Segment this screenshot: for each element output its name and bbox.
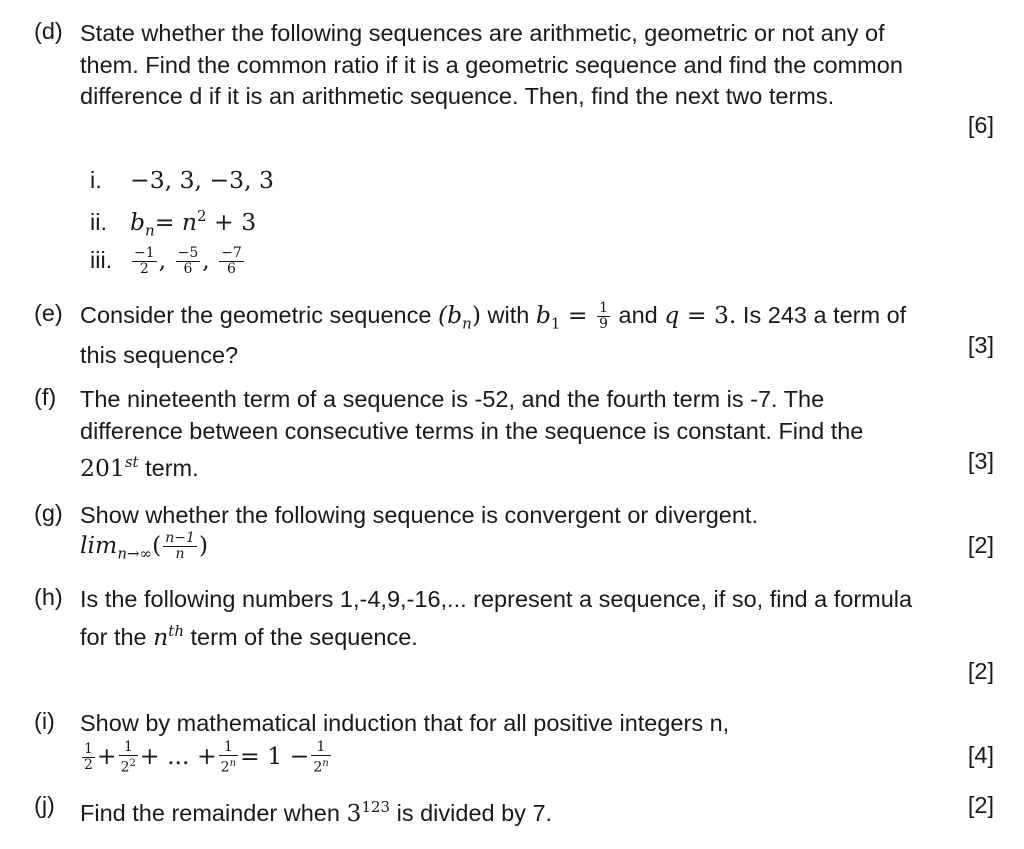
math-expr: +	[96, 741, 117, 770]
math-var: b	[130, 207, 146, 236]
question-i	[34, 708, 994, 775]
denominator-base: 2	[313, 759, 323, 776]
numerator: 1	[119, 740, 138, 756]
math-expr: =	[560, 301, 596, 329]
text: is divided by 7.	[390, 799, 553, 826]
sub-item-label: iii.	[90, 247, 113, 273]
marks: [2]	[967, 532, 994, 558]
math-expr: = 3.	[679, 301, 737, 329]
denominator-base: 2	[220, 759, 230, 776]
question-label: (d)	[34, 18, 63, 44]
math-number: 201	[80, 453, 125, 482]
math-var: (b	[437, 301, 463, 329]
math-expr: (	[152, 530, 162, 559]
fraction	[132, 246, 157, 277]
denominator	[119, 756, 138, 776]
marks: [3]	[967, 448, 994, 474]
denominator	[219, 756, 238, 776]
math-expr: + 3	[206, 207, 257, 236]
text: with	[481, 302, 536, 328]
sub-item-ii	[90, 207, 256, 240]
denominator: 2	[84, 756, 93, 773]
marks: [6]	[967, 112, 994, 138]
sub-item-label: ii.	[90, 208, 107, 235]
denominator	[311, 756, 330, 776]
math-expr: )	[471, 301, 481, 329]
numerator: n−1	[165, 529, 195, 546]
question-text: State whether the following sequences are arithmetic, geometric or not any of them. Find the common ratio if it is a geometric sequence and find the common difference d if it is an arithmetic sequence. Then, find the next two terms.	[80, 20, 903, 109]
math-expr: + ... +	[139, 741, 217, 770]
math-expr: = n	[154, 207, 198, 236]
math-subscript: 1	[550, 314, 561, 333]
question-e	[34, 300, 994, 372]
fraction	[219, 740, 238, 776]
sub-item-iii: iii. $\frac{-1}{2}$ , $\frac{-5}{6}$ , $\frac{-7}{6}$	[90, 245, 242, 278]
question-text: Show by mathematical induction that for all positive integers n,	[80, 710, 730, 736]
math-expr: = 1 −	[240, 741, 310, 770]
fraction	[219, 246, 244, 277]
marks: [2]	[967, 658, 994, 684]
question-g	[34, 500, 994, 570]
text: term.	[138, 454, 199, 481]
math-superscript: th	[168, 621, 184, 640]
denominator: 6	[183, 261, 193, 278]
question-d	[34, 18, 994, 288]
fraction	[119, 740, 138, 776]
math-var: n	[153, 622, 169, 651]
denominator: 6	[227, 261, 236, 278]
denominator-power: n	[229, 757, 237, 769]
marks: [3]	[967, 332, 994, 358]
numerator: 1	[84, 740, 93, 757]
denominator-power: 2	[129, 757, 136, 769]
math-subscript: n	[145, 221, 155, 240]
question-text	[80, 584, 922, 653]
fraction	[597, 301, 610, 332]
sub-item-i	[90, 166, 274, 194]
math-power: 2	[197, 207, 207, 225]
math-var: q	[664, 301, 680, 329]
text: Find the remainder when	[80, 799, 347, 826]
math-superscript: st	[124, 453, 139, 471]
question-h	[34, 584, 994, 684]
question-text	[80, 300, 922, 372]
marks: [4]	[967, 742, 994, 768]
math-expr: )	[198, 530, 209, 559]
numerator: 1	[599, 300, 609, 317]
math-number: 3	[346, 798, 362, 827]
question-j	[34, 792, 994, 829]
numerator: −5	[177, 245, 199, 262]
sub-item-label: i.	[90, 167, 102, 193]
math-expr: lim	[80, 530, 118, 559]
math-var: b	[535, 301, 551, 329]
text: The nineteenth term of a sequence is -52, and the fourth term is -7. The difference between consecutive terms in the sequence is constant. Find the	[80, 386, 864, 444]
question-label: (g)	[34, 500, 63, 526]
numerator: −1	[134, 245, 155, 262]
question-label: (h)	[34, 584, 63, 610]
text: Is the following numbers 1,-4,9,-16,... represent a sequence, if so, find a formula for the	[80, 586, 913, 650]
question-f	[34, 384, 994, 484]
induction-expression	[80, 740, 922, 776]
denominator: 2	[139, 261, 149, 278]
math-subscript: n→∞	[117, 544, 153, 563]
fraction	[311, 740, 330, 776]
question-text	[80, 792, 922, 829]
text: Consider the geometric sequence	[80, 302, 438, 328]
denominator: n	[175, 545, 185, 562]
text: term of the sequence.	[184, 623, 418, 650]
numerator: −7	[221, 245, 242, 262]
question-label: (j)	[34, 792, 55, 818]
math-power: 123	[361, 798, 391, 816]
denominator-base: 2	[120, 759, 130, 776]
math-subscript: n	[462, 314, 472, 333]
fraction	[163, 531, 197, 562]
text: Is 243 a term of this sequence?	[80, 302, 907, 369]
fraction	[82, 742, 95, 773]
question-text: Show whether the following sequence is convergent or divergent.	[80, 502, 758, 528]
denominator-power: n	[322, 757, 329, 769]
numerator: 1	[311, 740, 330, 756]
question-label: (e)	[34, 300, 63, 326]
marks: [2]	[967, 792, 994, 818]
sequence-expression: −3, 3, −3, 3	[130, 166, 275, 194]
denominator: 9	[599, 316, 609, 333]
text: and	[612, 302, 665, 328]
numerator: 1	[219, 740, 238, 756]
limit-expression	[80, 530, 922, 570]
fraction	[176, 246, 201, 277]
question-text	[80, 384, 922, 484]
question-label: (f)	[34, 384, 57, 410]
question-label: (i)	[34, 708, 55, 734]
